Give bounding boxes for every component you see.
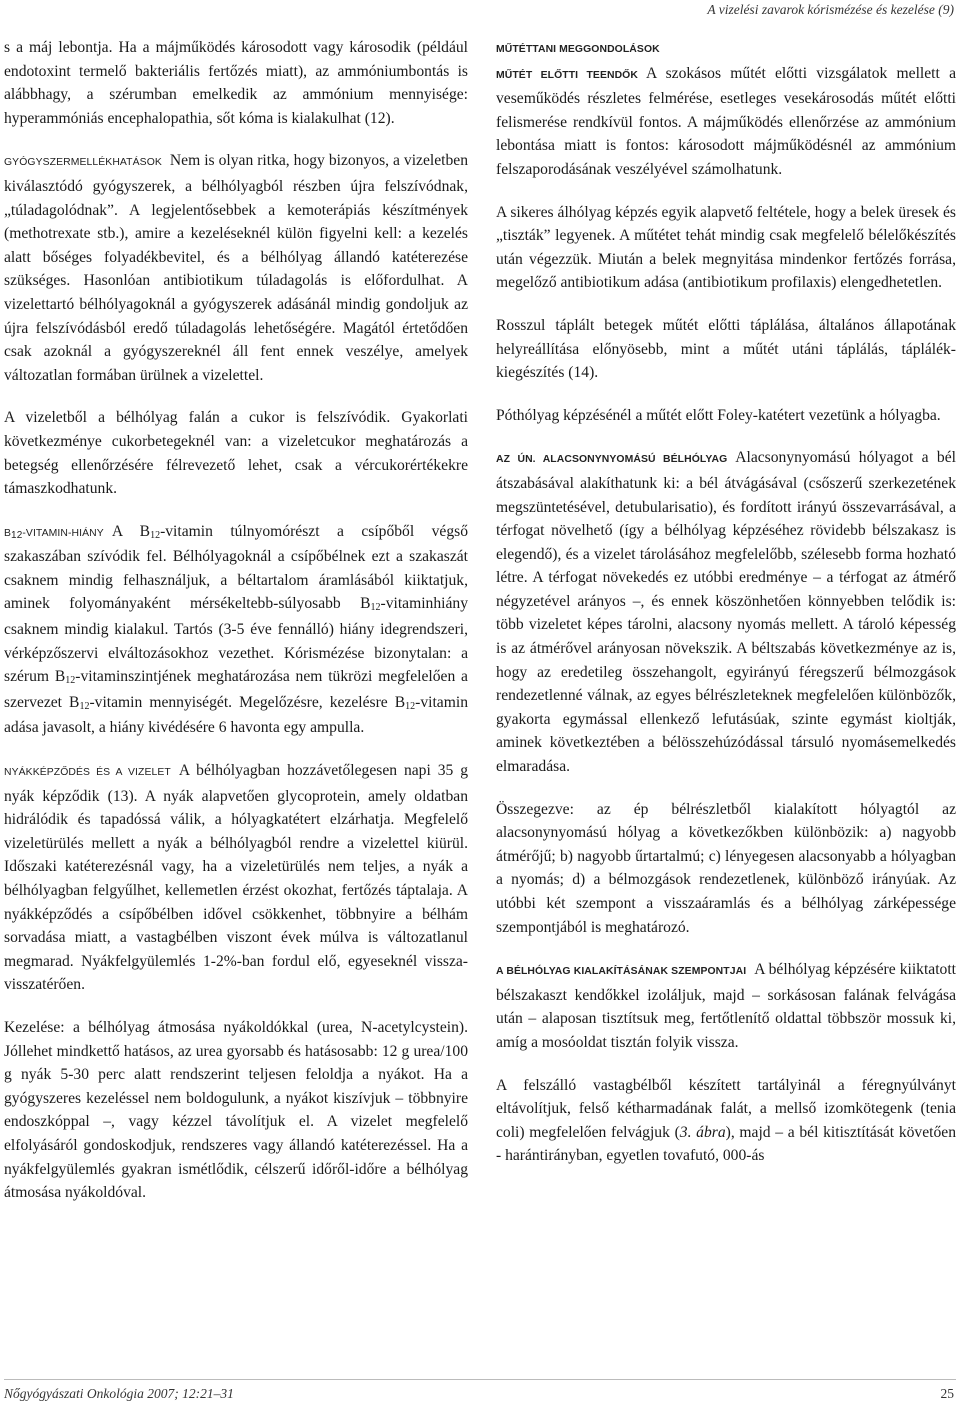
paragraph: s a máj lebontja. Ha a májműködés károsodott vagy károsodik (például endotoxint termelő bakteriális fertőzés miatt), az ammóniumbontás is alábbhagy, a szérumban emelkedik az ammónium mennyisége: hyperammóniás encephalopathia, sőt kóma is kialakulhat (12).: [4, 39, 468, 127]
paragraph: [496, 446, 956, 778]
left-column: [4, 36, 468, 1224]
paragraph-text: A bélhólyag képzésére kiiktatott bélszakaszt kendőkkel izoláljuk, majd – sorkásosan falának felvágása után – alaposan tisztítsuk meg, fertőtlenítő oldattal többször mossuk ki, amíg a mosóoldat tisztán folyik vissza.: [496, 961, 956, 1051]
paragraph: Póthólyag képzésénél a műtét előtt Foley-katétert vezetünk a hólyagba.: [496, 406, 941, 424]
section-title: MŰTÉTTANI MEGGONDOLÁSOK: [496, 44, 660, 55]
paragraph: [4, 759, 468, 997]
paragraph: [496, 62, 956, 182]
footer-rule: [4, 1379, 956, 1380]
paragraph: [496, 958, 956, 1054]
section-heading: A BÉLHÓLYAG KIALAKÍTÁSÁNAK SZEMPONTJAI: [496, 966, 747, 978]
section-heading: GYÓGYSZERMELLÉKHATÁSOK: [4, 157, 162, 169]
paragraph: $B_{12}-VITAMIN$-HIÁNY A $B_{12}$-vitamin túlnyomórészt a csípőből végső szakaszában szívódik fel. Bélhólyagoknál a csípőbélnek ezt a szakaszát csaknem mindig felhasználjuk, a béltartalom áramlásából kiiktatjuk, aminek folyományaként mérsékeltebb-súlyosabb $B_{12}$-vitaminhiány csaknem mindig kialakul. Tartós (3-5 éve fennálló) hiány idegrendszeri, vérképzőszervi elváltozásokhoz vezethet. Kórismézése bizonytalan: a szérum $B_{12}$-vitaminszintjének meghatározása nem tükrözi megfelelően a szervezet $B_{12}$-vitamin mennyiségét. Megelőzésre, kezelésre $B_{12}$-vitamin adása javasolt, a hiány kivédésére 6 havonta egy ampulla.: [4, 522, 468, 737]
section-heading: NYÁKKÉPZŐDÉS ÉS A VIZELET: [4, 767, 171, 779]
figure-reference: 3. ábra: [679, 1123, 726, 1141]
paragraph-text: A bélhólyagban hozzávetőlegesen napi 35 g nyák képződik (13). A nyák alapvetően glycoprotein, amely oldatban hidrálódik és tapadóssá válik, a hólyagkatétert elzárhatja. Megfelelő vizeletürülés mellett a nyák a bélhólyagból rendre a vizelettel kiürül. Időszaki katéterezésnál vagy, ha a vizeletürülés nem teljes, a nyák a bélhólyagban felgyűlhet, kellemetlen érzést okozhat, fertőzés táptalaja. A nyákképződés a csípőbélben idővel csökkenhet, többnyire a bélhám sorvadása miatt, a vastagbélben viszont évek múlva is változatlanul megmarad. Nyákfelgyülemlés 1-2%-ban fordul elő, egyeseknél vissza-visszatérően.: [4, 762, 468, 994]
page-number: 25: [940, 1386, 954, 1401]
section-heading: MŰTÉT ELŐTTI TEENDŐK: [496, 69, 638, 81]
section-heading: AZ ÚN. ALACSONYNYOMÁSÚ BÉLHÓLYAG: [496, 454, 728, 466]
journal-citation: Nőgyógyászati Onkológia 2007; 12:21–31: [4, 1386, 234, 1401]
paragraph: Rosszul táplált betegek műtét előtti táplálása, általános állapotának helyreállítása előnyösebb, mint a műtét utáni táplálás, táplálék-kiegészítés (14).: [496, 316, 956, 382]
paragraph-text: A szokásos műtét előtti vizsgálatok mellett a veseműködés részletes felmérése, esetleges vesekárosodás műtét előtti felismerése rendkívül fontos. A májműködés ellenőrzése az ammónium lebontása miatt is fontos: károsodott májműködésnél az ammónium felszaporodásának veszélyével számolhatunk.: [496, 64, 956, 178]
paragraph: [496, 36, 956, 62]
paragraph: A vizeletből a bélhólyag falán a cukor is felszívódik. Gyakorlati következménye cukorbetegeknél van: a vizeletcukor meghatározás a betegség ellenőrzésére félrevezető lehet, csak a vércukorértékekre támaszkodhatunk.: [4, 409, 468, 498]
right-column: [496, 36, 956, 1187]
paragraph: [4, 149, 468, 387]
paragraph: Kezelése: a bélhólyag átmosása nyákoldókkal (urea, N-acetylcystein). Jóllehet mindkettő hatásos, az urea gyorsabb és hatásosabb: 12 g urea/100 g nyák 5-30 perc alatt rendszerint teljesen feloldja a nyákot. Ha a gyógyszeres kezeléssel nem boldogulunk, a nyákot kiszívjuk – többnyire endoszkóppal –, vagy kézzel távolítjuk el. A vizelet megfelelő elfolyásáról gondoskodjuk, rendszeres vagy állandó katéterezéssel. Ha a nyákfelgyülemlés gyakran ismétlődik, célszerű időről-időre a bélhólyag átmosása nyákoldóval.: [4, 1018, 468, 1202]
section-heading: $B_{12}-VITAMIN$-HIÁNY: [4, 527, 104, 541]
paragraph: A felszálló vastagbélből készített tartályinál a féregnyúlványt eltávolítjuk, felső kétharmadának falát, a mellső izomkötegenk (tenia coli) megfelelően felvágjuk (3. ábra), majd – a bél kitisztítását követően - harántirányban, egyetlen tovafutó, 000-ás: [496, 1076, 956, 1165]
running-head: A vizelési zavarok kórismézése és kezelése (9): [707, 2, 954, 17]
paragraph-text: Alacsonynyomású hólyagot a bél átszabásával alakíthatunk ki: a bél átvágásával (csőszerű szerkezetének megszüntetésével, detubularisatio), és fordított irányú összevarrásával, a térfogat növelhető (így a bélhólyag képzéséhez rövidebb bélszakasz is elegendő), és a vizelet tárolásához megfelelőbb, szélesebb forma hozható létre. A térfogat növekedés ez utóbbi eredménye – a térfogat az átmérő négyzetével arányos –, és ennek köszönhetően könnyebben telődik is: több vizeletet képes tárolni, alacsony nyomás mellett. A tároló képesség is az átmérővel arányosan növekszik. A béltszabás következménye az is, hogy az eredetileg összehangolt, egyirányú féregszerű bélmozgások rendezetlenné válnak, az egyes bélrészleteknek megfelelően különbözők, gyakorta egymással ellenkező lefutásúak, szinte egymást kioltják, aminek következtében a bélösszehúzódással társuló nyomásemelkedés elmaradása.: [496, 449, 956, 776]
paragraph: A sikeres álhólyag képzés egyik alapvető feltétele, hogy a belek üresek és „tiszták” legyenek. A műtétet tehát mindig csak megfelelő bélelőkészítés után végezzük. Miután a belek megnyitása mindenkor fertőzés forrása, megelőző antibiotikum adása (antibiotikum profilaxis) elengedhetetlen.: [496, 203, 956, 292]
paragraph-text: Nem is olyan ritka, hogy bizonyos, a vizeletben kiválasztódó gyógyszerek, a bélhólyagból részben újra felszívódnak, „túladagolódnak”. A legjelentősebbek a kemoterápiás készítmények (methotrexate stb.), amire a kezeléseknél külön figyelni kell: a kezelés alatt bőséges folyadékbevitel, és a bélhólyag állandó katéterezése szükséges. Hasonlóan antibiotikum túladagolás is előfordulhat. A vizelettartó bélhólyagoknál a gyógyszerek adásánál mindig gondoljuk az újra felszívódásból eredő túladagolás lehetőségére. Magától értetődően csak azoknál a gyógyszereknél áll fent ennek veszélye, amelyek változatlan formában ürülnek a vizelettel.: [4, 152, 468, 384]
paragraph: Összegezve: az ép bélrészletből kialakított hólyagtól az alacsonynyomású hólyag a következőkben különbözik: a) nagyobb átmérőjű; b) nagyobb űrtartalmú; c) lényegesen alacsonyabb a hólyagban a nyomás; d) a bélmozgások rendezetlenek, különböző irányúak. Az utóbbi két szempont a visszaáramlás és a bélhólyag zárképessége szempontjából is meghatározó.: [496, 800, 956, 936]
